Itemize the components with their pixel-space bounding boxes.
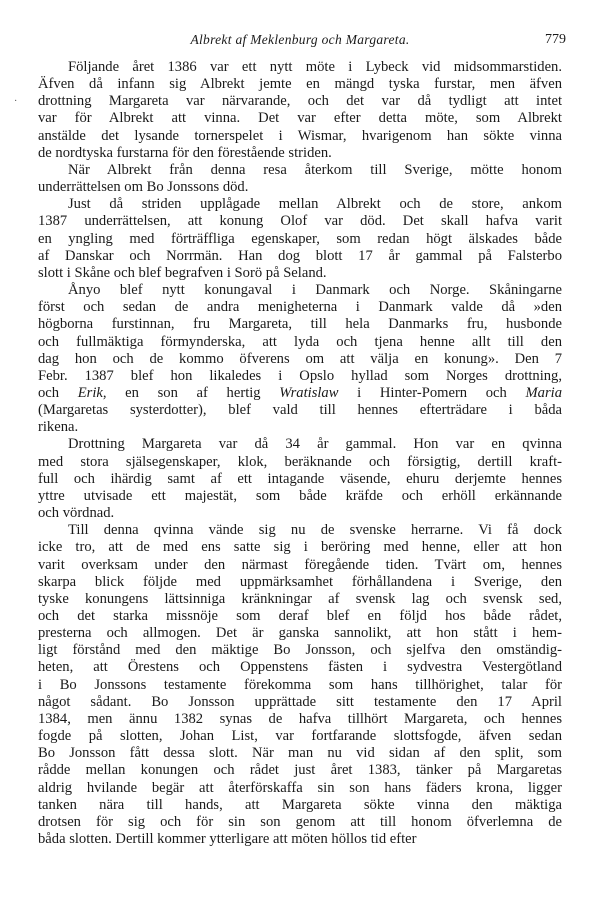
text-line: Äfven då infann sig Albrekt jemte en mängd tyska furstar, men äfven [38, 76, 562, 93]
text-line: rikena. [38, 419, 79, 436]
running-header [30, 32, 570, 54]
page-number: 779 [545, 32, 566, 47]
text-line: varit overksam under den närmast föregående tiden. Tvärt om, hennes [38, 556, 562, 573]
text-line: icke tro, att de med ens satte sig i beröring med henne, eller att hon [38, 539, 562, 556]
text-line: fogde på slotten, Johan List, var fortfarande slottsfogde, äfven sedan [38, 728, 562, 745]
text-line: och Erik, en son af hertig Wratislaw i Hinter-Pomern och Maria [38, 384, 562, 401]
text-line: Bo Jonsson fått dessa slott. När man nu vid sidan af den split, som [38, 745, 562, 762]
text-line: tanken nära till hands, att Margareta sökte vinna den mäktiga [38, 796, 562, 813]
paragraph [38, 59, 562, 162]
text-line: Just då striden upplågade mellan Albrekt och de store, ankom [68, 196, 562, 213]
text-line: heten, att Örestens och Oppenstens fästen i sydvestra Vestergötland [38, 659, 562, 676]
text-line: ligt förstånd med den mäktige Bo Jonsson, och sjelfva den omständig- [38, 642, 562, 659]
text-line: presterna och allmogen. Det är ganska sannolikt, att hon stått i hem- [38, 625, 562, 642]
text-line: något sådant. Bo Jonsson upprättade sitt testamente den 17 April [38, 693, 562, 710]
text-line: först och sedan de andra menigheterna i Danmark valde då »den [38, 299, 562, 316]
paragraph [38, 196, 562, 282]
running-title: Albrekt af Meklenburg och Margareta. [190, 32, 410, 47]
text-line: anstälde det lysande tornerspelet i Wismar, hvarigenom han sökte vinna [38, 127, 562, 144]
text-line: (Margaretas systerdotter), blef vald till hennes efterträdare i båda [38, 402, 562, 419]
text-line: en yngling med förträffliga egenskaper, som redan högt älskades både [38, 230, 562, 247]
text-line: drottning Margareta var närvarande, och det var då tydligt att intet [38, 93, 562, 110]
text-line: och fullmäktiga förmynderska, att lyda och tjena henne allt till den [38, 333, 562, 350]
text-line: i Bo Jonssons testamente förekomma som hans tillhörighet, talar för [38, 676, 562, 693]
text-line: Till denna qvinna vände sig nu de svenske herrarne. Vi få dock [68, 522, 562, 539]
text-line: Ånyo blef nytt konungaval i Danmark och Norge. Skåningarne [68, 282, 562, 299]
paragraph [38, 436, 562, 522]
text-line: underrättelsen om Bo Jonssons död. [38, 179, 249, 196]
text-line: 1387 underrättelsen, att konung Olof var död. Det skall hafva varit [38, 213, 562, 230]
text-line: skarpa blick följde med uppmärksamhet förhållandena i Sverige, den [38, 573, 562, 590]
text-line: dag hon och de kommo öfverens om att välja en konung». Den 7 [38, 350, 562, 367]
text-line: Följande året 1386 var ett nytt möte i Lybeck vid midsommarstiden. [68, 59, 562, 75]
text-line: och vördnad. [38, 505, 115, 522]
text-line: Febr. 1387 blef hon likaledes i Opslo hyllad som Norges drottning, [38, 367, 562, 384]
text-line: drotsen för sig och för sin son genom att till honom öfverlemna de [38, 813, 562, 830]
text-line: och det starka missnöje som deraf blef en följd hos både rådet, [38, 608, 562, 624]
paragraph [38, 162, 562, 196]
text-line: full och ihärdig samt af ett intagande väsende, ehuru derjemte hennes [38, 470, 562, 487]
paragraph [38, 522, 562, 848]
text-line: rådde mellan konungen och rådet just året 1383, tänker på Margaretas [38, 762, 562, 779]
text-line: slott i Skåne och blef begrafven i Sorö på Seland. [38, 264, 327, 281]
text-line: högborna furstinnan, fru Margareta, till hela Danmarks fru, husbonde [38, 316, 562, 333]
page-body-text [38, 59, 562, 848]
text-line: var för Albrekt att vinna. Det var efter detta möte, som Albrekt [38, 110, 562, 127]
text-line: aldrig hvilande begär att återförskaffa sin son hans fäders krona, ligger [38, 779, 562, 796]
text-line: tyske konungens lättsinniga kränkningar af svensk lag och svensk sed, [38, 590, 562, 607]
text-line: med stora själsegenskaper, klok, beräknande och försigtig, dertill kraft- [38, 453, 562, 470]
text-line: 1384, men ännu 1382 synas de hafva tillhört Margareta, och hennes [38, 710, 562, 727]
margin-mark: · [14, 96, 18, 107]
text-line: båda slotten. Dertill kommer ytterligare att möten höllos tid efter [38, 831, 417, 848]
text-line: yttre utvisade ett majestät, som både kräfde och erhöll erkännande [38, 487, 562, 504]
text-line: de nordtyska furstarna för den förestående striden. [38, 144, 332, 161]
text-line: När Albrekt från denna resa återkom till Sverige, mötte honom [68, 161, 562, 178]
text-line: Drottning Margareta var då 34 år gammal. Hon var en qvinna [68, 436, 562, 453]
paragraph [38, 282, 562, 436]
text-line: af Danskar och Norrmän. Han dog blott 17 år gammal på Falsterbo [38, 247, 562, 264]
